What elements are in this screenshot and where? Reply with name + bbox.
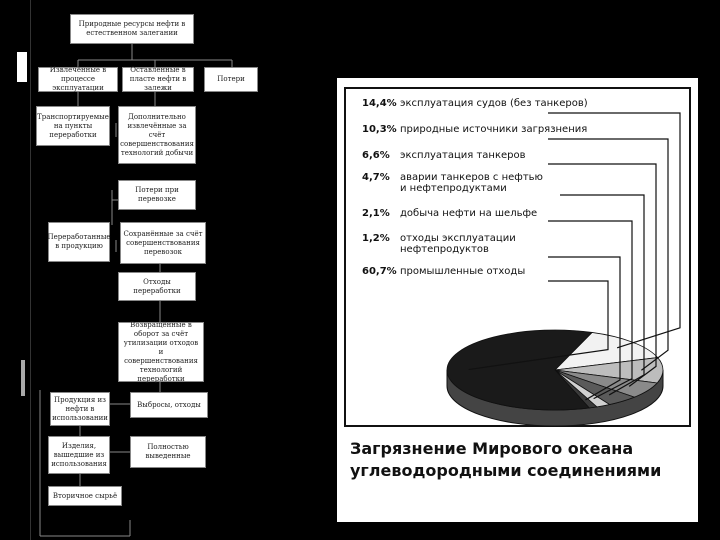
box-transport-losses: Потери при перевозке <box>118 180 196 210</box>
legend-label: природные источники загрязнения <box>400 124 588 135</box>
chart-caption: Загрязнение Мирового океана углеводородными соединениями <box>350 439 662 480</box>
legend-label: отходы эксплуатации <box>400 233 516 244</box>
legend-row <box>362 208 537 219</box>
box-natural-resources: Природные ресурсы нефти в естественном залегании <box>70 14 194 44</box>
legend-row <box>362 233 516 255</box>
legend-percent: 4,7% <box>362 172 390 183</box>
leader-line <box>548 113 680 348</box>
legend-percent: 14,4% <box>362 98 397 109</box>
box-recovered: Возвращённые в оборот за счёт утилизации отходов и совершенствования технологий переработки <box>118 322 204 382</box>
box-secondary-raw: Вторичное сырьё <box>48 486 122 506</box>
legend-label: эксплуатация танкеров <box>400 150 526 161</box>
legend-row <box>362 98 588 109</box>
legend-row <box>362 150 526 161</box>
box-additional-extraction: Дополнительно извлечённые за счёт совершенствования технологий добычи <box>118 106 196 164</box>
legend-label: промышленные отходы <box>400 266 526 277</box>
box-transported: Транспортируемые на пункты переработки <box>36 106 110 146</box>
box-processed: Переработанные в продукцию <box>48 222 110 262</box>
box-emissions: Выбросы, отходы <box>130 392 208 418</box>
box-remaining: Оставленные в пласте нефти в залежи <box>122 67 194 92</box>
box-losses: Потери <box>204 67 258 92</box>
legend-row <box>362 124 587 135</box>
legend-row <box>362 172 543 194</box>
legend-label: аварии танкеров с нефтью <box>400 172 543 183</box>
legend-percent: 6,6% <box>362 150 390 161</box>
box-extracted: Извлечённые в процессе эксплуатации <box>38 67 118 92</box>
box-used-products: Изделия, вышедшие из использования <box>48 436 110 474</box>
legend-percent: 2,1% <box>362 208 390 219</box>
legend-percent: 60,7% <box>362 266 397 277</box>
legend-label: эксплуатация судов (без танкеров) <box>400 98 588 109</box>
box-products-in-use: Продукция из нефти в использовании <box>50 392 110 426</box>
legend-percent: 1,2% <box>362 233 390 244</box>
box-saved-transport: Сохранённые за счёт совершенствования перевозок <box>120 222 206 264</box>
legend-percent: 10,3% <box>362 124 397 135</box>
legend-label-line2: и нефтепродуктами <box>400 183 507 194</box>
legend-row <box>362 266 525 277</box>
legend-label: добыча нефти на шельфе <box>400 208 538 219</box>
legend-label-line2: нефтепродуктов <box>400 244 489 255</box>
box-fully-removed: Полностью выведенные <box>130 436 206 468</box>
box-processing-waste: Отходы переработки <box>118 272 196 301</box>
